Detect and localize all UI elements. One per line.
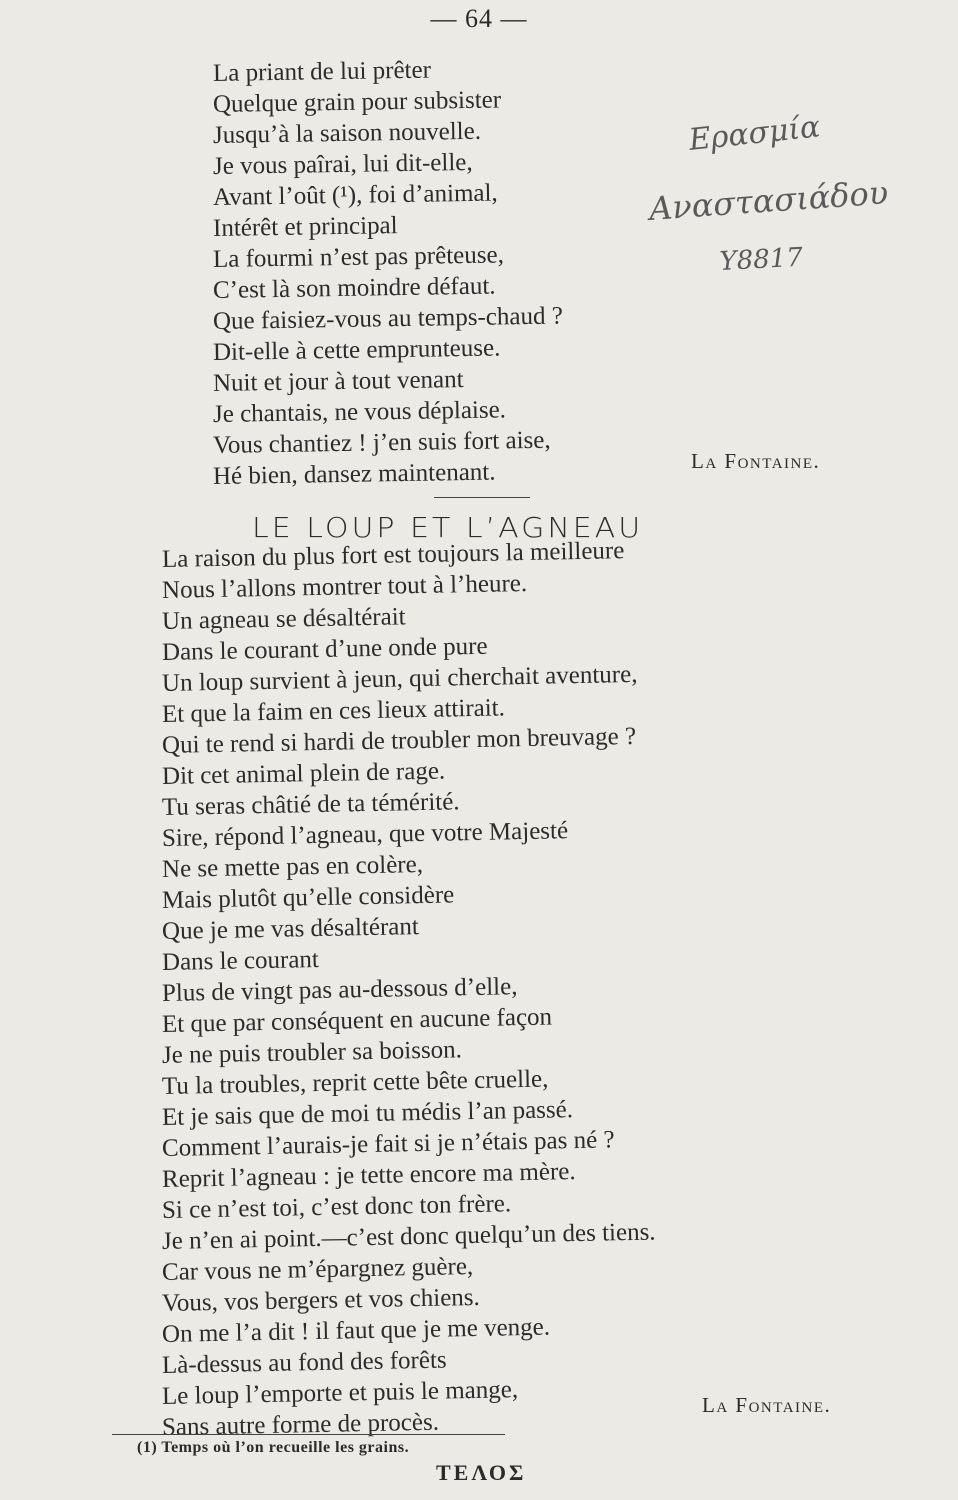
poem-line: Jusqu’à la saison nouvelle. — [212, 117, 482, 149]
poem-line: Comment l’aurais-je fait si je n’étais pas né ? — [161, 1126, 615, 1162]
poem-line: C’est là son moindre défaut. — [212, 272, 496, 304]
title-divider — [434, 497, 530, 498]
poem-line: Qui te rend si hardi de troubler mon breuvage ? — [161, 722, 637, 759]
poem-line: Que faisiez-vous au temps-chaud ? — [212, 302, 564, 335]
poem-line: Dans le courant — [161, 945, 320, 976]
poem-line: Si ce n’est toi, c’est donc ton frère. — [161, 1190, 512, 1224]
end-mark: ΤΕΛΟΣ — [436, 1460, 527, 1485]
poem-line: Nous l’allons montrer tout à l’heure. — [161, 569, 528, 604]
handwritten-surname: Αναστασιάδου — [647, 173, 890, 228]
poem-line: Avant l’oût (¹), foi d’animal, — [212, 179, 498, 211]
poem-line: La raison du plus fort est toujours la meilleure — [161, 537, 625, 573]
poem-line: Je n’en ai point.—c’est donc quelqu’un des tiens. — [161, 1218, 656, 1255]
poem-line: Dit cet animal plein de rage. — [161, 757, 446, 790]
poem-line: Que je me vas désaltérant — [161, 913, 420, 945]
poem-line: Vous, vos bergers et vos chiens. — [161, 1283, 481, 1317]
poem-line: Je chantais, ne vous déplaise. — [212, 396, 507, 428]
poem-line: Et que par conséquent en aucune façon — [161, 1003, 553, 1038]
poem-line: Nuit et jour à tout venant — [212, 366, 464, 397]
footnote-divider — [112, 1434, 505, 1435]
poem-line: Ne se mette pas en colère, — [161, 850, 424, 883]
poem-line: Un loup survient à jeun, qui cherchait aventure, — [161, 660, 638, 697]
poem-line: Hé bien, dansez maintenant. — [212, 458, 496, 490]
poem-line: La fourmi n’est pas prêteuse, — [212, 241, 505, 273]
poem-line: Quelque grain pour subsister — [212, 86, 502, 118]
page-number: — 64 — — [430, 4, 528, 33]
poem-line: Tu seras châtié de ta témérité. — [161, 788, 460, 821]
poem-line: Vous chantiez ! j’en suis fort aise, — [212, 426, 551, 459]
handwritten-note — [640, 100, 940, 300]
poem-line: On me l’a dit ! il faut que je me venge. — [161, 1313, 551, 1348]
poem-line: Sans autre forme de procès. — [161, 1408, 440, 1441]
poem-line: Reprit l’agneau : je tette encore ma mère. — [161, 1158, 576, 1193]
poem2-author: La Fontaine. — [702, 1393, 832, 1417]
poem-line: Dans le courant d’une onde pure — [161, 632, 488, 666]
poem-loup-agneau — [161, 537, 656, 1443]
poem-line: Je ne puis troubler sa boisson. — [161, 1036, 463, 1069]
poem-line: Plus de vingt pas au-dessous d’elle, — [161, 973, 518, 1007]
poem-line: Et je sais que de moi tu médis l’an passé. — [161, 1096, 574, 1131]
poem-line: Et que la faim en ces lieux attirait. — [161, 694, 506, 728]
poem-line: Le loup l’emporte et puis le mange, — [161, 1376, 519, 1410]
poem1-author: La Fontaine. — [691, 449, 821, 473]
poem-cigale-fourmi — [213, 58, 563, 492]
poem-line: Tu la troubles, reprit cette bête cruelle, — [161, 1065, 549, 1100]
handwritten-number: Υ8817 — [718, 242, 804, 277]
poem-line: Car vous ne m’épargnez guère, — [161, 1253, 474, 1286]
footnote: (1) Temps où l’on recueille les grains. — [137, 1439, 410, 1456]
poem-line: Intérêt et principal — [212, 212, 398, 242]
poem-line: Sire, répond l’agneau, que votre Majesté — [161, 817, 569, 852]
handwritten-name: Ερασμία — [687, 109, 822, 158]
poem-line: Mais plutôt qu’elle considère — [161, 881, 455, 914]
poem-line: Un agneau se désaltérait — [161, 603, 406, 635]
poem2-title: LE LOUP ET L’AGNEAU — [252, 512, 644, 545]
poem-line: Dit-elle à cette emprunteuse. — [212, 334, 501, 366]
poem-line: Là-dessus au fond des forêts — [161, 1346, 447, 1379]
poem-line: La priant de lui prêter — [212, 56, 432, 87]
poem-line: Je vous paîrai, lui dit-elle, — [212, 148, 473, 180]
